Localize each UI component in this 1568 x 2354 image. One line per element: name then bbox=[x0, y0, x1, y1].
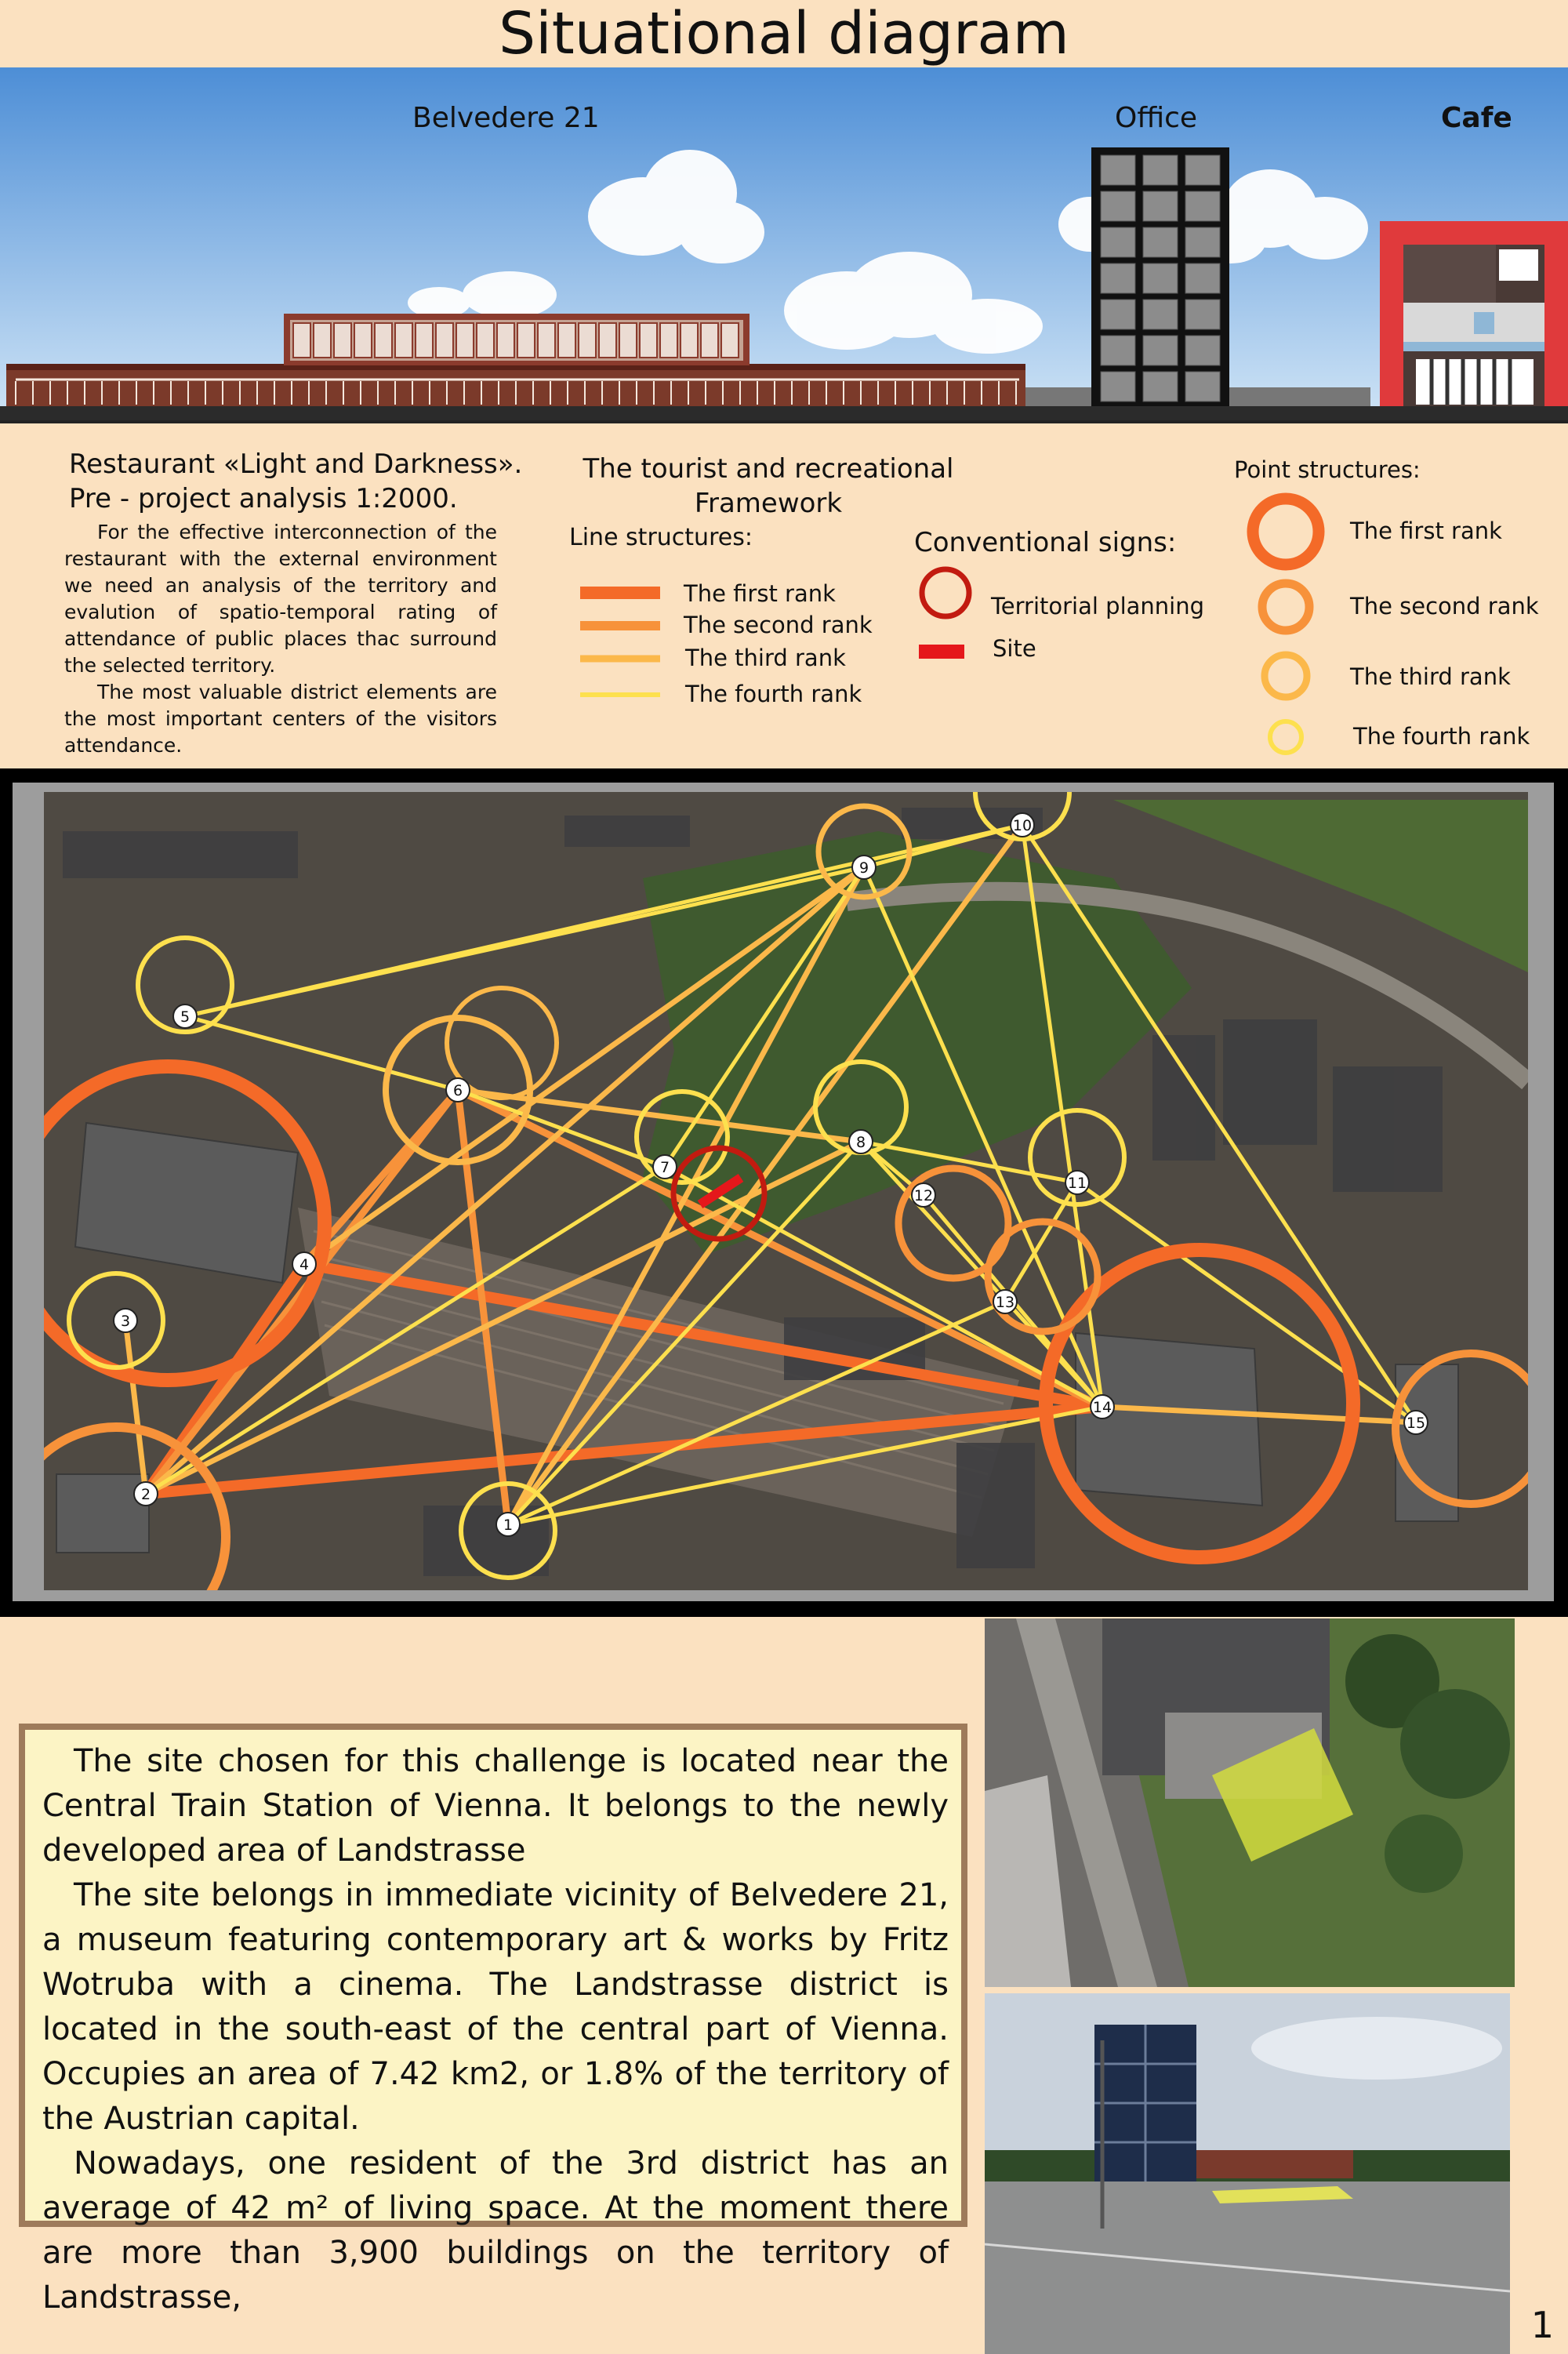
divider bbox=[0, 420, 1568, 423]
legend-description bbox=[64, 519, 497, 759]
conventional-title: Conventional signs: bbox=[914, 527, 1177, 558]
territorial-planning-swatch bbox=[922, 569, 969, 616]
point-marker bbox=[849, 1130, 873, 1153]
line-rank-4-label: The fourth rank bbox=[685, 681, 862, 707]
territorial-planning-label: Territorial planning bbox=[991, 593, 1205, 619]
site-paragraph: The site chosen for this challenge is located near the Central Train Station of Vienna. It belongs to the newly developed area of Landstrasse bbox=[42, 1743, 949, 1869]
point-rank-1-label: The first rank bbox=[1350, 518, 1502, 544]
street-elevation-illustration bbox=[0, 67, 1568, 420]
point-rank-2-label: The second rank bbox=[1350, 593, 1539, 619]
point-rank-4-swatch bbox=[1270, 721, 1301, 753]
svg-text:1: 1 bbox=[503, 1517, 514, 1534]
point-marker bbox=[912, 1183, 935, 1207]
svg-text:4: 4 bbox=[299, 1256, 310, 1273]
site-swatch bbox=[919, 645, 964, 659]
svg-text:2: 2 bbox=[140, 1486, 151, 1503]
point-structures-title: Point structures: bbox=[1234, 456, 1421, 483]
line-rank-2-label: The second rank bbox=[684, 612, 873, 638]
point-rank-3-swatch bbox=[1265, 655, 1307, 697]
aerial-photo-site bbox=[985, 1618, 1515, 1987]
description-paragraph: The most valuable district elements are the most important centers of the visitors attendance. bbox=[64, 681, 497, 757]
svg-text:15: 15 bbox=[1406, 1415, 1426, 1432]
point-marker bbox=[292, 1252, 316, 1276]
point-marker bbox=[993, 1290, 1017, 1313]
label-belvedere: Belvedere 21 bbox=[412, 102, 600, 134]
analysis-title: Pre - project analysis 1:2000. bbox=[69, 483, 458, 514]
svg-text:13: 13 bbox=[995, 1294, 1015, 1311]
point-rank-swatches bbox=[1239, 491, 1333, 765]
svg-text:5: 5 bbox=[180, 1008, 191, 1026]
svg-text:12: 12 bbox=[913, 1187, 934, 1204]
point-marker bbox=[496, 1513, 520, 1536]
conventional-sign-swatches bbox=[914, 565, 977, 667]
page-number: 1 bbox=[1530, 2304, 1554, 2346]
point-marker bbox=[173, 1004, 197, 1028]
svg-text:9: 9 bbox=[858, 859, 869, 877]
point-marker bbox=[114, 1309, 137, 1332]
point-marker bbox=[446, 1078, 470, 1102]
site-analysis-map bbox=[44, 792, 1528, 1590]
svg-text:6: 6 bbox=[452, 1082, 463, 1099]
point-rank-1-swatch bbox=[1253, 499, 1319, 565]
line-rank-swatches bbox=[577, 580, 663, 706]
restaurant-title: Restaurant «Light and Darkness». bbox=[69, 449, 523, 480]
point-marker bbox=[653, 1155, 677, 1179]
point-marker bbox=[1011, 813, 1034, 837]
point-rank-2-swatch bbox=[1262, 583, 1309, 630]
point-marker bbox=[1091, 1395, 1114, 1419]
svg-text:8: 8 bbox=[855, 1134, 866, 1151]
building-east bbox=[1076, 1333, 1262, 1506]
building-sw bbox=[56, 1474, 149, 1553]
line-rank-3-label: The third rank bbox=[685, 645, 846, 671]
line-rank-1-label: The first rank bbox=[684, 580, 836, 607]
ground-line bbox=[0, 406, 1568, 420]
point-rank-3-label: The third rank bbox=[1350, 663, 1511, 690]
label-cafe: Cafe bbox=[1441, 102, 1512, 134]
svg-text:10: 10 bbox=[1012, 817, 1033, 834]
point-marker bbox=[1404, 1411, 1428, 1434]
svg-text:3: 3 bbox=[120, 1313, 131, 1330]
svg-text:11: 11 bbox=[1067, 1175, 1087, 1192]
line-structures-title: Line structures: bbox=[569, 524, 753, 551]
site-paragraph: The site belongs in immediate vicinity of Belvedere 21, a museum featuring contemporary art & works by Fritz Wotruba with a cinema. The Landstrasse district is located in the south-east of the central part of Vienna. Occupies an area of 7.42 km2, or 1.8% of the territory of the Austrian capital. bbox=[42, 1877, 949, 2137]
point-marker bbox=[1065, 1171, 1089, 1194]
svg-text:14: 14 bbox=[1092, 1399, 1112, 1416]
framework-title-2: Framework bbox=[694, 488, 843, 519]
description-paragraph: For the effective interconnection of the restaurant with the external environment we need an analysis of the territory and evalution of spatio-temporal rating of attendance of public places thac surround the selected territory. bbox=[64, 521, 497, 677]
svg-text:7: 7 bbox=[659, 1159, 670, 1176]
framework-title-1: The tourist and recreational bbox=[583, 453, 954, 485]
point-marker bbox=[134, 1482, 158, 1506]
site-paragraph: Nowadays, one resident of the 3rd district has an average of 42 m² of living space. At the moment there are more than 3,900 buildings on the territory of Landstrasse, bbox=[42, 2145, 949, 2316]
point-marker bbox=[852, 856, 876, 879]
site-label: Site bbox=[993, 635, 1036, 662]
site-description-box bbox=[19, 1724, 967, 2316]
street-photo-site bbox=[985, 1993, 1510, 2354]
label-office: Office bbox=[1115, 102, 1198, 134]
point-rank-4-label: The fourth rank bbox=[1353, 723, 1530, 750]
page-title: Situational diagram bbox=[499, 0, 1069, 67]
